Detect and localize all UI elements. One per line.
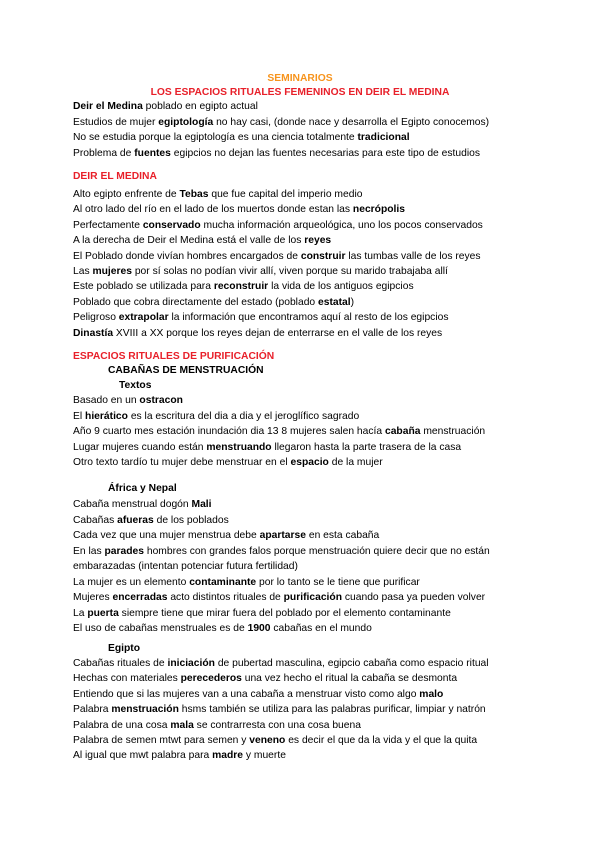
bold-term: parades [104, 545, 144, 557]
bold-term: Tebas [179, 189, 209, 200]
text-line [73, 720, 361, 732]
text-line [73, 132, 410, 144]
text-line [73, 235, 331, 247]
bold-term: purificación [283, 592, 342, 603]
text-run: y muerte [243, 750, 286, 762]
text-line [73, 189, 362, 201]
text-run: cuando pasa ya pueden volver [342, 592, 486, 603]
bold-term: veneno [249, 735, 286, 746]
text-run: embarazadas (intentan potenciar futura fertilidad) [73, 561, 298, 572]
text-line [73, 220, 483, 232]
text-run: Cabañas [73, 514, 118, 526]
bold-term: apartarse [259, 530, 306, 541]
text-line [73, 426, 485, 438]
bold-term: extrapolar [118, 312, 169, 324]
bold-term: cabaña [384, 426, 421, 438]
text-line [73, 592, 485, 604]
bold-term: menstruación [111, 704, 179, 716]
text-line [73, 515, 229, 527]
text-run: Cabaña menstrual dogón [73, 499, 192, 510]
text-line [73, 266, 448, 278]
text-run: Al otro lado del río en el lado de los muertos donde estan las [73, 204, 353, 216]
text-run: no hay casi, (donde nace y desarrolla el Egipto conocemos) [213, 116, 490, 128]
text-run: siempre tiene que mirar fuera del poblado por el elemento contaminante [118, 607, 451, 619]
text-run: de la mujer [328, 457, 383, 469]
text-line [73, 530, 379, 542]
text-line [73, 673, 457, 685]
bold-term: perecederos [180, 673, 242, 685]
heading-deir-el-medina: DEIR EL MEDINA [73, 171, 157, 182]
text-run: Palabra de una cosa [73, 719, 171, 731]
text-line [73, 577, 420, 589]
text-run: las tumbas valle de los reyes [345, 250, 481, 262]
text-line [73, 328, 442, 340]
text-run: Cabañas rituales de [73, 658, 168, 669]
text-line [73, 101, 258, 113]
bold-term: mala [170, 719, 194, 731]
text-run: cabañas en el mundo [270, 623, 372, 634]
text-run: en esta cabaña [305, 530, 380, 541]
text-run: Peligroso [73, 312, 119, 324]
text-run: Palabra [73, 704, 112, 716]
text-run: Año 9 cuarto mes estación inundación dia 13 8 mujeres salen hacía [73, 426, 385, 438]
bold-term: reconstruir [213, 281, 269, 293]
text-run: El Poblado donde vivían hombres encargados de [73, 250, 301, 262]
text-line [73, 148, 480, 160]
text-run: Alto egipto enfrente de [73, 189, 180, 200]
text-run: de los poblados [153, 514, 229, 526]
text-run: hombres con grandes falos porque menstruación quiere decir que no están [143, 545, 490, 557]
text-line [73, 442, 461, 454]
text-line [73, 251, 481, 263]
text-run: Hechas con materiales [73, 673, 181, 685]
bold-term: espacio [290, 457, 329, 469]
text-run: poblado en egipto actual [142, 101, 258, 112]
text-run: que fue capital del imperio medio [208, 189, 363, 200]
text-run: Entiendo que si las mujeres van a una cabaña a menstruar visto como algo [73, 688, 420, 700]
text-line [73, 689, 443, 701]
text-run: Lugar mujeres cuando están [73, 441, 207, 453]
heading-cabanas-menstruacion: CABAÑAS DE MENSTRUACIÓN [108, 365, 264, 376]
text-line [73, 704, 486, 716]
text-line [73, 658, 489, 670]
bold-term: necrópolis [352, 204, 405, 216]
text-line [73, 750, 286, 762]
text-run: la información que encontramos aquí al resto de los egipcios [168, 312, 449, 324]
text-run: Problema de [73, 147, 135, 159]
text-run: menstruación [420, 426, 486, 438]
bold-term: conservado [142, 219, 201, 231]
text-line [73, 546, 490, 558]
text-line [73, 204, 405, 216]
text-run: de pubertad masculina, egipcio cabaña como espacio ritual [214, 658, 489, 669]
bold-term: malo [419, 688, 444, 700]
text-run: El uso de cabañas menstruales es de [73, 623, 248, 634]
text-run: es la escritura del dia a dia y el jeroglífico sagrado [127, 410, 360, 422]
bold-term: mujeres [92, 266, 132, 277]
text-run: una vez hecho el ritual la cabaña se desmonta [241, 673, 458, 685]
text-run: A la derecha de Deir el Medina está el valle de los [73, 235, 305, 247]
text-line [73, 411, 359, 423]
text-run: Poblado que cobra directamente del estado (poblado [73, 296, 319, 308]
bold-term: hierático [85, 410, 128, 422]
text-run: Al igual que mwt palabra para [73, 750, 213, 762]
heading-egipto: Egipto [108, 643, 141, 654]
document-subtitle: LOS ESPACIOS RITUALES FEMENINOS EN DEIR EL MEDINA [150, 87, 450, 98]
heading-textos: Textos [119, 380, 152, 391]
text-run: La mujer es un elemento [73, 576, 190, 588]
text-run: En las [73, 545, 105, 557]
heading-espacios-rituales: ESPACIOS RITUALES DE PURIFICACIÓN [73, 351, 275, 362]
text-run: El [73, 410, 86, 422]
text-run: Estudios de mujer [73, 116, 159, 128]
text-line [73, 297, 354, 309]
bold-term: afueras [117, 514, 154, 526]
text-run: Las [73, 266, 93, 277]
bold-term: fuentes [134, 147, 171, 159]
text-run: Perfectamente [73, 219, 143, 231]
text-line [73, 561, 298, 573]
text-run: Basado en un [73, 395, 140, 406]
text-run: Mujeres [73, 592, 113, 603]
bold-term: menstruando [206, 441, 272, 453]
text-run: ) [350, 296, 355, 308]
text-run: acto distintos rituales de [167, 592, 284, 603]
text-run: egipcios no dejan las fuentes necesarias para este tipo de estudios [170, 147, 480, 159]
bold-term: Mali [191, 499, 212, 510]
heading-africa-nepal: África y Nepal [108, 483, 177, 494]
text-run: La [73, 607, 88, 619]
text-run: por lo tanto se le tiene que purificar [256, 576, 420, 588]
bold-term: contaminante [189, 576, 257, 588]
text-run: No se estudia porque la egiptología es una ciencia totalmente [73, 132, 358, 143]
bold-term: tradicional [357, 132, 410, 143]
text-run: hsms también se utiliza para las palabras purificar, limpiar y natrón [178, 704, 486, 716]
bold-term: puerta [87, 607, 119, 619]
bold-term: encerradas [112, 592, 168, 603]
text-run: Este poblado se utilizada para [73, 281, 214, 293]
bold-term: Deir el Medina [73, 101, 143, 112]
bold-term: madre [212, 750, 243, 762]
text-run: se contrarresta con una cosa buena [193, 719, 361, 731]
text-run: la vida de los antiguos egipcios [268, 281, 414, 293]
text-run: llegaron hasta la parte trasera de la casa [271, 441, 462, 453]
text-run: XVIII a XX porque los reyes dejan de enterrarse en el valle de los reyes [113, 327, 443, 339]
text-line [73, 395, 183, 407]
text-run: Cada vez que una mujer menstrua debe [73, 530, 260, 541]
text-line [73, 457, 383, 469]
text-line [73, 735, 477, 747]
bold-term: Dinastía [73, 327, 114, 339]
text-run: es decir el que da la vida y el que la quita [285, 735, 478, 746]
text-line [73, 623, 372, 635]
bold-term: 1900 [247, 623, 271, 634]
bold-term: ostracon [139, 395, 183, 406]
bold-term: estatal [318, 296, 351, 308]
bold-term: reyes [304, 235, 332, 247]
document-title: SEMINARIOS [267, 73, 333, 84]
bold-term: iniciación [167, 658, 215, 669]
text-run: por sí solas no podían vivir allí, viven porque su marido trabajaba allí [131, 266, 448, 277]
text-run: Palabra de semen mtwt para semen y [73, 735, 250, 746]
text-line [73, 312, 449, 324]
bold-term: construir [300, 250, 346, 262]
text-line [73, 281, 414, 293]
text-line [73, 499, 212, 511]
text-run: Otro texto tardío tu mujer debe menstruar en el [73, 457, 291, 469]
bold-term: egiptología [158, 116, 214, 128]
text-line [73, 608, 451, 620]
text-run: mucha información arqueológica, uno los pocos conservados [200, 219, 483, 231]
text-line [73, 117, 489, 129]
